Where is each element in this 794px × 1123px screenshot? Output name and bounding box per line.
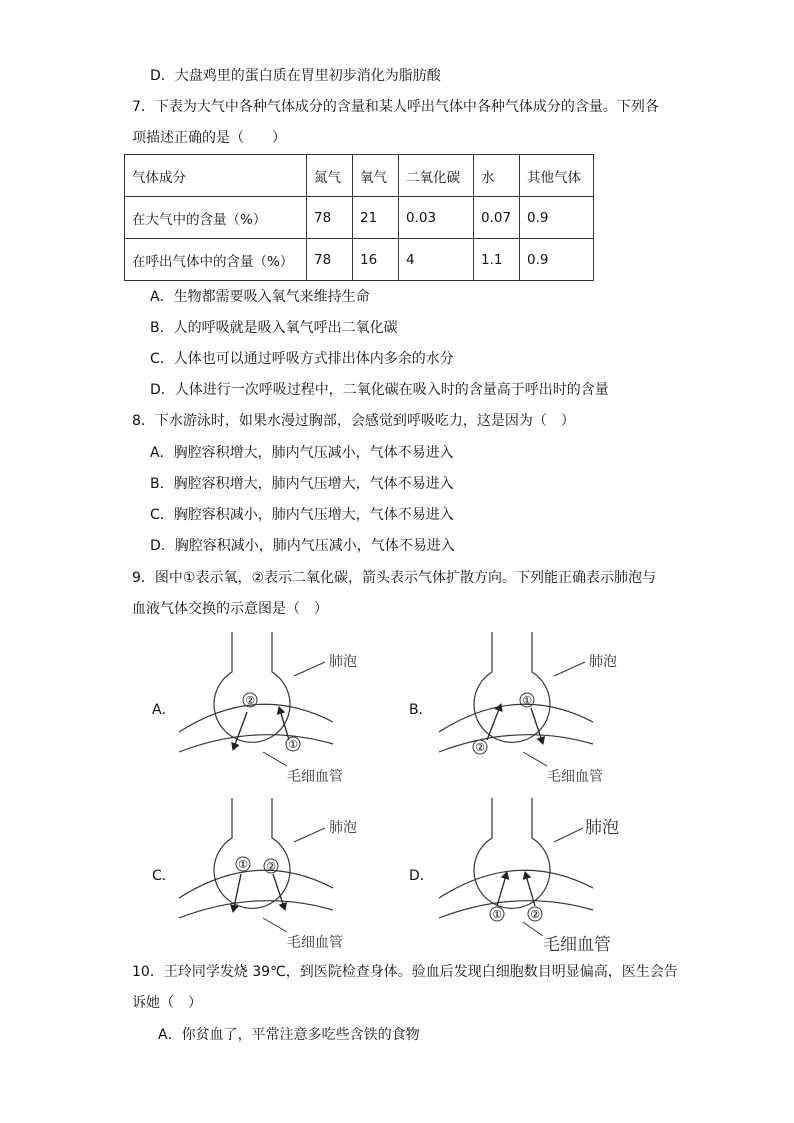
- alveolus-label: 肺泡: [329, 654, 357, 670]
- table-header-cell: 其他气体: [520, 155, 594, 197]
- alveolus-outline: [474, 798, 550, 908]
- figure-a-letter: A．: [152, 702, 176, 718]
- capillary-label: 毛细血管: [543, 935, 611, 955]
- arrow-o2: [497, 872, 507, 906]
- q9-stem-line2: 血液气体交换的示意图是（ ）: [132, 601, 328, 617]
- capillary-label: 毛细血管: [287, 769, 343, 785]
- q7-option-c: C．人体也可以通过呼吸方式排出体内多余的水分: [150, 351, 454, 367]
- q8-option-c: C．胸腔容积减小，肺内气压增大，气体不易进入: [150, 507, 454, 523]
- q7-option-b: B．人的呼吸就是吸入氧气呼出二氧化碳: [150, 320, 398, 336]
- table-cell: 1.1: [474, 239, 520, 281]
- table-header-cell: 气体成分: [125, 155, 307, 197]
- q7-option-a: A．生物都需要吸入氧气来维持生命: [150, 289, 370, 305]
- capillary-label: 毛细血管: [287, 935, 343, 951]
- marker-2: ②: [530, 908, 540, 921]
- q7-option-d: D．人体进行一次呼吸过程中，二氧化碳在吸入时的含量高于呼出时的含量: [150, 382, 609, 398]
- table-cell: 16: [353, 239, 399, 281]
- figure-d: [435, 798, 635, 956]
- q8-option-d: D．胸腔容积减小，肺内气压减小，气体不易进入: [150, 538, 455, 554]
- table-cell: 在大气中的含量（%）: [125, 197, 307, 239]
- marker-2: ②: [475, 741, 485, 754]
- q7-stem-line1: 7．下表为大气中各种气体成分的含量和某人呼出气体中各种气体成分的含量。下列各: [132, 99, 659, 115]
- capillary-leader-line: [523, 922, 543, 936]
- capillary-leader-line: [263, 752, 287, 766]
- alveolus-label: 肺泡: [585, 818, 619, 838]
- alveolus-leader-line: [294, 828, 325, 842]
- q8-stem: 8．下水游泳时，如果水漫过胸部，会感觉到呼吸吃力，这是因为（ ）: [132, 413, 575, 429]
- capillary-leader-line: [523, 752, 547, 766]
- table-cell: 0.9: [520, 239, 594, 281]
- q8-option-a: A．胸腔容积增大，肺内气压减小，气体不易进入: [150, 445, 454, 461]
- marker-2: ②: [245, 694, 255, 707]
- capillary-upper-wall: [179, 704, 333, 732]
- arrow-co2: [233, 712, 247, 750]
- capillary-upper-wall: [439, 704, 593, 732]
- capillary-upper-wall: [179, 870, 333, 898]
- marker-1: ①: [288, 738, 298, 751]
- table-cell: 0.07: [474, 197, 520, 239]
- table-cell: 0.9: [520, 197, 594, 239]
- figure-c-letter: C．: [152, 868, 176, 884]
- alveolus-leader-line: [294, 662, 325, 676]
- figure-b: [435, 632, 635, 790]
- alveolus-label: 肺泡: [329, 820, 357, 836]
- q8-option-b: B．胸腔容积增大，肺内气压增大，气体不易进入: [150, 476, 454, 492]
- table-header-row: [125, 155, 594, 197]
- figure-b-diagram: [435, 632, 635, 790]
- alveolus-label: 肺泡: [589, 654, 617, 670]
- capillary-label: 毛细血管: [547, 769, 603, 785]
- marker-2: ②: [266, 860, 276, 873]
- alveolus-leader-line: [554, 828, 583, 842]
- table-cell: 21: [353, 197, 399, 239]
- marker-1: ①: [492, 908, 502, 921]
- marker-1: ①: [522, 694, 532, 707]
- figure-c-diagram: [175, 798, 375, 956]
- q7-stem-line2: 项描述正确的是（ ）: [132, 130, 286, 146]
- table-cell: 4: [399, 239, 474, 281]
- figure-a-diagram: [175, 632, 375, 790]
- capillary-leader-line: [263, 918, 287, 932]
- table-header-cell: 氮气: [307, 155, 353, 197]
- capillary-lower-wall: [179, 901, 333, 918]
- figure-d-letter: D．: [409, 868, 434, 884]
- capillary-lower-wall: [439, 901, 593, 918]
- table-cell: 在呼出气体中的含量（%）: [125, 239, 307, 281]
- table-cell: 78: [307, 239, 353, 281]
- alveolus-outline: [474, 632, 550, 742]
- table-row: [125, 239, 594, 281]
- figure-b-letter: B．: [409, 702, 433, 718]
- capillary-lower-wall: [179, 735, 333, 752]
- table-row: [125, 197, 594, 239]
- q10-stem-line2: 诉她（ ）: [132, 995, 202, 1011]
- table-header-cell: 氧气: [353, 155, 399, 197]
- q10-option-a: A．你贫血了，平常注意多吃些含铁的食物: [158, 1027, 420, 1043]
- marker-1: ①: [238, 858, 248, 871]
- capillary-lower-wall: [439, 735, 593, 752]
- figure-c: [175, 798, 375, 956]
- gas-composition-table: [124, 154, 594, 281]
- q9-stem-line1: 9．图中①表示氧，②表示二氧化碳，箭头表示气体扩散方向。下列能正确表示肺泡与: [132, 570, 657, 586]
- figure-a: [175, 632, 375, 790]
- figure-d-diagram: [435, 798, 635, 956]
- q6-option-d: D．大盘鸡里的蛋白质在胃里初步消化为脂肪酸: [150, 68, 441, 84]
- capillary-upper-wall: [439, 870, 593, 898]
- table-header-cell: 二氧化碳: [399, 155, 474, 197]
- arrow-o2: [531, 708, 543, 744]
- table-cell: 78: [307, 197, 353, 239]
- alveolus-leader-line: [554, 662, 585, 676]
- table-cell: 0.03: [399, 197, 474, 239]
- table-header-cell: 水: [474, 155, 520, 197]
- q10-stem-line1: 10．王玲同学发烧 39℃，到医院检查身体。验血后发现白细胞数目明显偏高，医生会告: [132, 964, 678, 980]
- alveolus-outline: [214, 632, 290, 742]
